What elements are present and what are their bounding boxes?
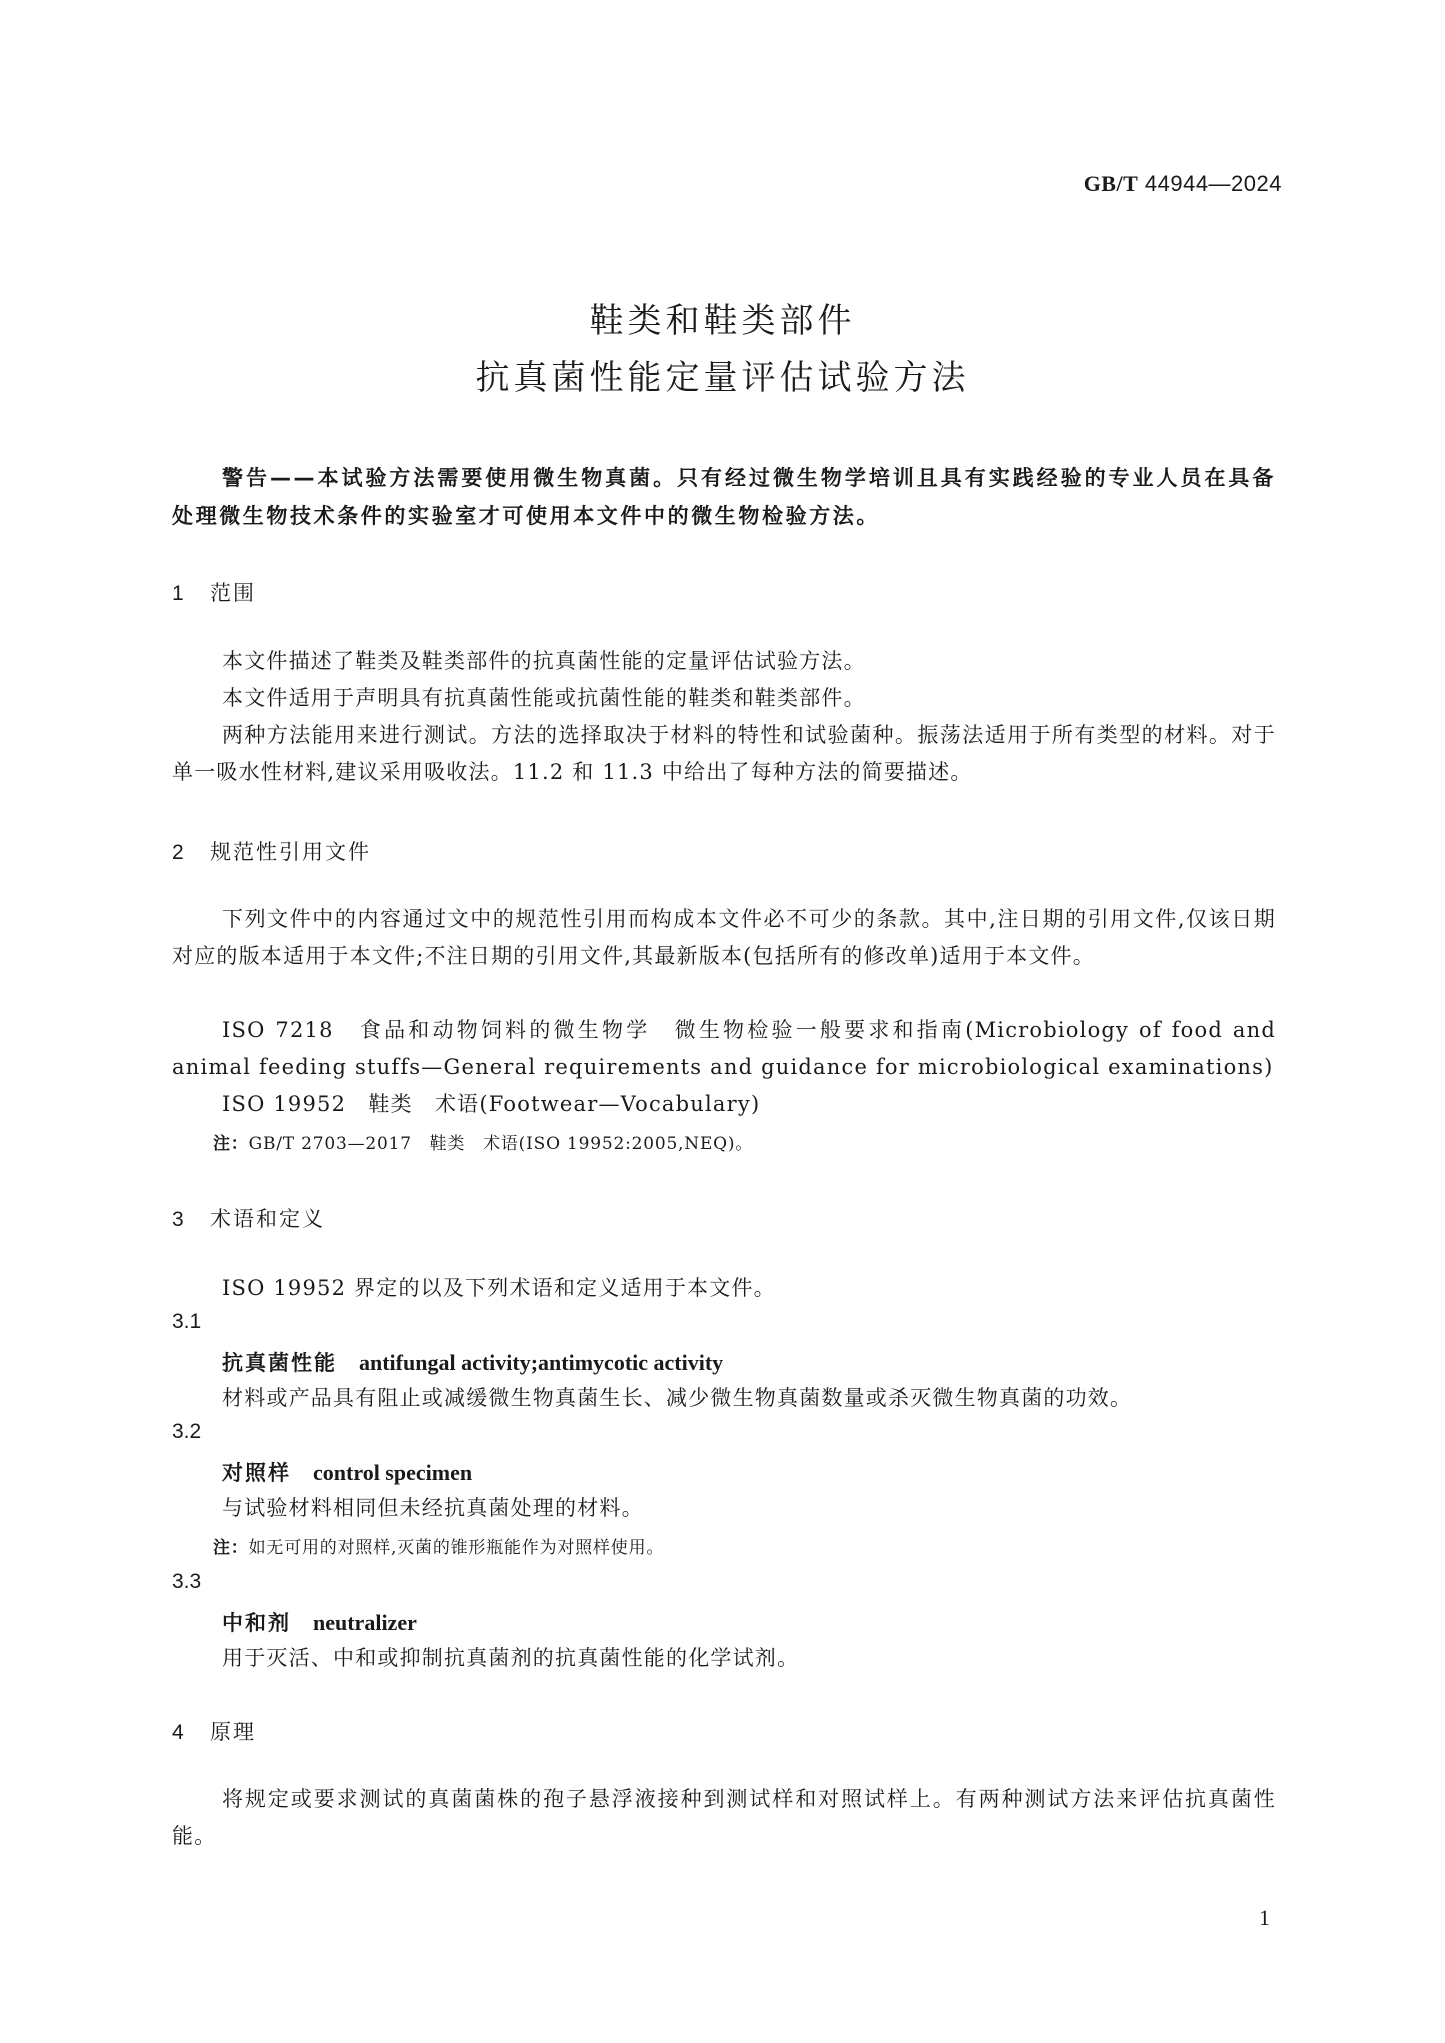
note-label: 注：: [213, 1134, 249, 1154]
terms-intro-paragraph: ISO 19952 界定的以及下列术语和定义适用于本文件。: [222, 1276, 776, 1300]
term-chinese: 对照样: [222, 1461, 291, 1485]
section-heading-normative-references: [172, 836, 371, 866]
scope-paragraph-3: 两种方法能用来进行测试。方法的选择取决于材料的特性和试验菌种。振荡法适用于所有类型的材料。对于单一吸水性材料,建议采用吸收法。11.2 和 11.3 中给出了每种方法的简要描述。: [172, 723, 1276, 784]
term-3-2-note: [213, 1533, 664, 1558]
section-number: 4: [172, 1721, 186, 1744]
term-3-3-definition: 用于灭活、中和或抑制抗真菌剂的抗真菌性能的化学试剂。: [222, 1646, 800, 1670]
page-number: 1: [1259, 1905, 1270, 1930]
section-title: 术语和定义: [210, 1207, 325, 1231]
document-title-line-2: 抗真菌性能定量评估试验方法: [475, 358, 970, 398]
references-note: [213, 1129, 753, 1154]
term-3-2: [222, 1457, 472, 1487]
term-chinese: 抗真菌性能: [222, 1351, 337, 1375]
references-intro-paragraph: 下列文件中的内容通过文中的规范性引用而构成本文件必不可少的条款。其中,注日期的引用文件,仅该日期对应的版本适用于本文件;不注日期的引用文件,其最新版本(包括所有的修改单)适用于本文件。: [172, 907, 1276, 968]
principle-paragraph: 将规定或要求测试的真菌菌株的孢子悬浮液接种到测试样和对照试样上。有两种测试方法来评估抗真菌性能。: [172, 1787, 1276, 1848]
term-english: antifungal activity;antimycotic activity: [359, 1350, 724, 1375]
term-3-1: [222, 1347, 723, 1377]
term-number-3-2: 3.2: [172, 1420, 202, 1443]
section-title: 原理: [210, 1720, 256, 1744]
term-english: neutralizer: [313, 1610, 417, 1635]
scope-paragraph-2: 本文件适用于声明具有抗真菌性能或抗菌性能的鞋类和鞋类部件。: [222, 686, 866, 710]
scope-paragraph-1: 本文件描述了鞋类及鞋类部件的抗真菌性能的定量评估试验方法。: [222, 649, 866, 673]
term-chinese: 中和剂: [222, 1611, 291, 1635]
section-number: 2: [172, 841, 186, 864]
section-number: 1: [172, 582, 186, 605]
warning-paragraph: 警告——本试验方法需要使用微生物真菌。只有经过微生物学培训且具有实践经验的专业人员在具备处理微生物技术条件的实验室才可使用本文件中的微生物检验方法。: [172, 466, 1276, 528]
standard-prefix: GB/T: [1083, 171, 1139, 196]
section-title: 规范性引用文件: [210, 840, 371, 864]
standard-number: [1084, 171, 1282, 197]
term-3-2-definition: 与试验材料相同但未经抗真菌处理的材料。: [222, 1496, 644, 1520]
reference-iso-19952: ISO 19952 鞋类 术语(Footwear—Vocabulary): [222, 1092, 761, 1116]
document-title-line-1: 鞋类和鞋类部件: [589, 301, 856, 341]
section-heading-scope: [172, 577, 256, 607]
section-heading-terms: [172, 1203, 325, 1233]
term-number-3-1: 3.1: [172, 1310, 202, 1333]
note-text: 如无可用的对照样,灭菌的锥形瓶能作为对照样使用。: [248, 1538, 665, 1558]
term-number-3-3: 3.3: [172, 1570, 202, 1593]
section-number: 3: [172, 1208, 186, 1231]
section-heading-principle: [172, 1716, 256, 1746]
term-3-1-definition: 材料或产品具有阻止或减缓微生物真菌生长、减少微生物真菌数量或杀灭微生物真菌的功效。: [222, 1386, 1133, 1410]
term-3-3: [222, 1607, 417, 1637]
reference-iso-7218: ISO 7218 食品和动物饲料的微生物学 微生物检验一般要求和指南(Microbiology of food and animal feeding stuffs—General requirements and guidance for microbiological examinations): [172, 1018, 1276, 1079]
term-english: control specimen: [313, 1460, 473, 1485]
note-text: GB/T 2703—2017 鞋类 术语(ISO 19952:2005,NEQ)。: [248, 1134, 754, 1154]
section-title: 范围: [210, 581, 256, 605]
standard-code: 44944—2024: [1138, 171, 1282, 196]
note-label: 注：: [213, 1538, 249, 1558]
